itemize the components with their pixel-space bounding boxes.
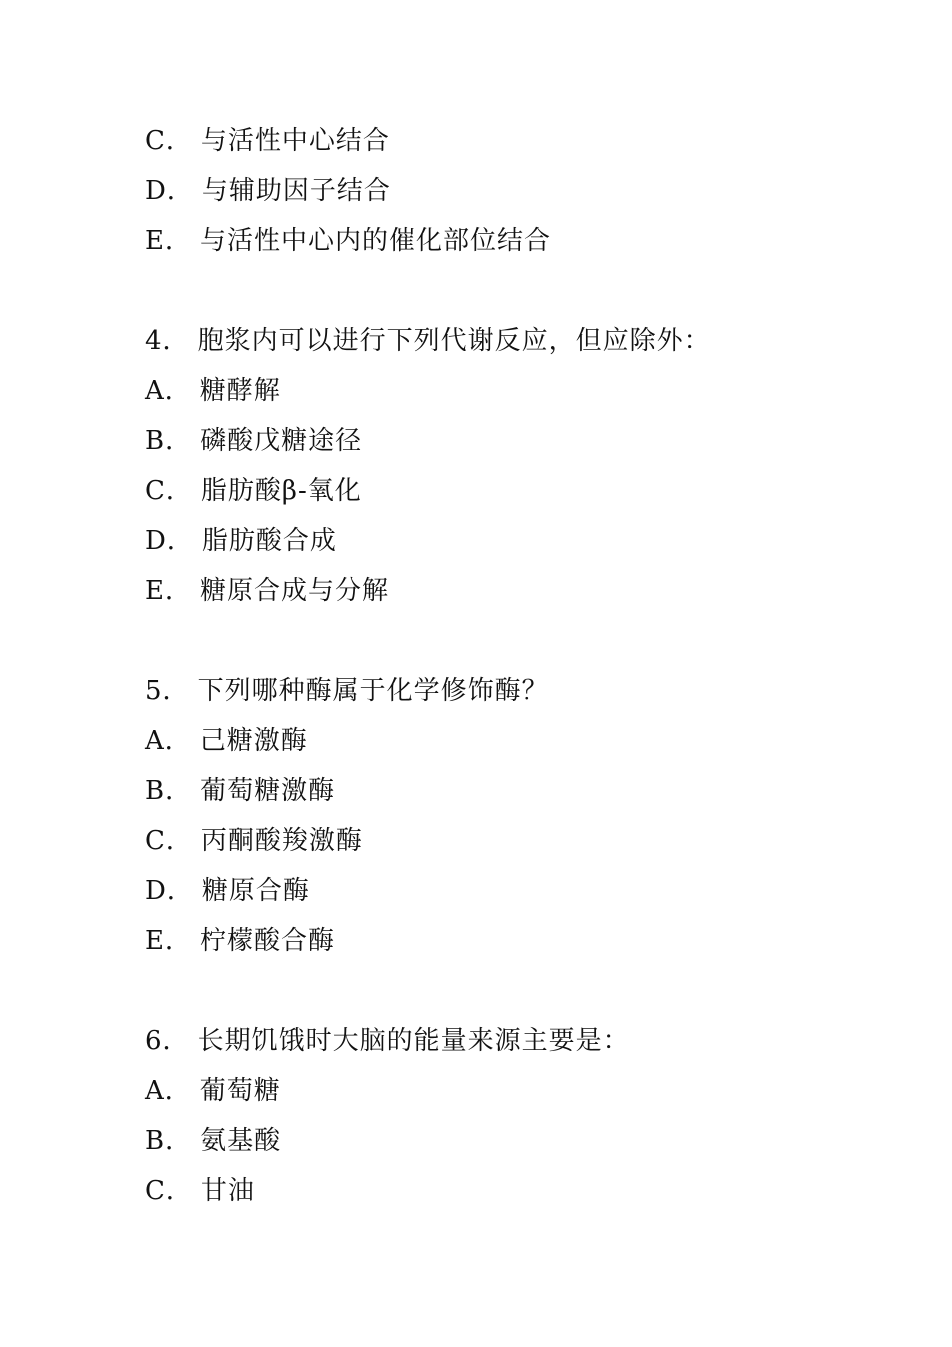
option-separator: ． xyxy=(164,226,192,256)
option-text: 脂肪酸β-氧化 xyxy=(200,476,362,506)
option-label: C xyxy=(145,476,166,506)
option-text: 甘油 xyxy=(200,1176,255,1206)
option-label: C xyxy=(145,1176,166,1206)
option-separator: ． xyxy=(164,1076,192,1106)
option-label: D xyxy=(145,876,167,906)
option-separator: ． xyxy=(165,1176,193,1206)
option-separator: ． xyxy=(165,476,193,506)
question-separator: ． xyxy=(162,326,190,356)
option-c xyxy=(145,1166,905,1216)
spacer xyxy=(145,616,905,666)
option-separator: ． xyxy=(164,576,192,606)
option-b xyxy=(145,766,905,816)
option-text: 葡萄糖激酶 xyxy=(200,776,336,806)
option-text: 糖原合成与分解 xyxy=(200,576,390,606)
option-text: 柠檬酸合酶 xyxy=(200,926,336,956)
option-label: E xyxy=(145,576,165,606)
option-text: 氨基酸 xyxy=(200,1126,282,1156)
option-separator: ． xyxy=(166,876,194,906)
option-text: 磷酸戊糖途径 xyxy=(200,426,363,456)
option-separator: ． xyxy=(166,526,194,556)
option-label: B xyxy=(145,776,166,806)
option-label: B xyxy=(145,1126,166,1156)
option-separator: ． xyxy=(165,826,193,856)
option-separator: ． xyxy=(164,726,192,756)
option-text: 己糖激酶 xyxy=(199,726,308,756)
option-text: 脂肪酸合成 xyxy=(201,526,337,556)
option-e xyxy=(145,916,905,966)
option-c xyxy=(145,116,905,166)
option-d xyxy=(145,866,905,916)
option-separator: ． xyxy=(164,926,192,956)
option-label: E xyxy=(145,926,165,956)
option-separator: ． xyxy=(164,376,192,406)
option-label: A xyxy=(145,1076,165,1106)
question-list xyxy=(145,116,905,1216)
option-c xyxy=(145,816,905,866)
option-a xyxy=(145,1066,905,1116)
option-b xyxy=(145,1116,905,1166)
option-separator: ． xyxy=(165,1126,193,1156)
option-b xyxy=(145,416,905,466)
option-text: 与活性中心内的催化部位结合 xyxy=(200,226,552,256)
option-text: 与辅助因子结合 xyxy=(201,176,391,206)
option-a xyxy=(145,366,905,416)
option-separator: ． xyxy=(166,176,194,206)
option-label: A xyxy=(145,726,165,756)
question-separator: ． xyxy=(162,1026,190,1056)
spacer xyxy=(145,966,905,1016)
option-d xyxy=(145,166,905,216)
option-label: B xyxy=(145,426,166,456)
option-separator: ． xyxy=(165,776,193,806)
spacer xyxy=(145,266,905,316)
question-number: 4 xyxy=(145,326,163,356)
option-text: 葡萄糖 xyxy=(199,1076,281,1106)
option-label: C xyxy=(145,826,166,856)
question-5-stem xyxy=(145,666,905,716)
option-label: E xyxy=(145,226,165,256)
option-separator: ． xyxy=(165,126,193,156)
question-text: 下列哪种酶属于化学修饰酶？ xyxy=(197,676,549,706)
question-4-stem xyxy=(145,316,905,366)
question-text: 胞浆内可以进行下列代谢反应，但应除外： xyxy=(197,326,711,356)
question-6-stem xyxy=(145,1016,905,1066)
option-label: C xyxy=(145,126,166,156)
option-separator: ． xyxy=(165,426,193,456)
question-separator: ． xyxy=(162,676,190,706)
option-text: 与活性中心结合 xyxy=(200,126,390,156)
question-number: 6 xyxy=(145,1026,163,1056)
option-label: D xyxy=(145,526,167,556)
question-text: 长期饥饿时大脑的能量来源主要是： xyxy=(197,1026,630,1056)
option-text: 丙酮酸羧激酶 xyxy=(200,826,363,856)
option-a xyxy=(145,716,905,766)
option-d xyxy=(145,516,905,566)
option-text: 糖酵解 xyxy=(199,376,281,406)
question-number: 5 xyxy=(145,676,163,706)
option-e xyxy=(145,566,905,616)
option-label: D xyxy=(145,176,167,206)
option-e xyxy=(145,216,905,266)
option-text: 糖原合酶 xyxy=(201,876,310,906)
option-c xyxy=(145,466,905,516)
option-label: A xyxy=(145,376,165,406)
